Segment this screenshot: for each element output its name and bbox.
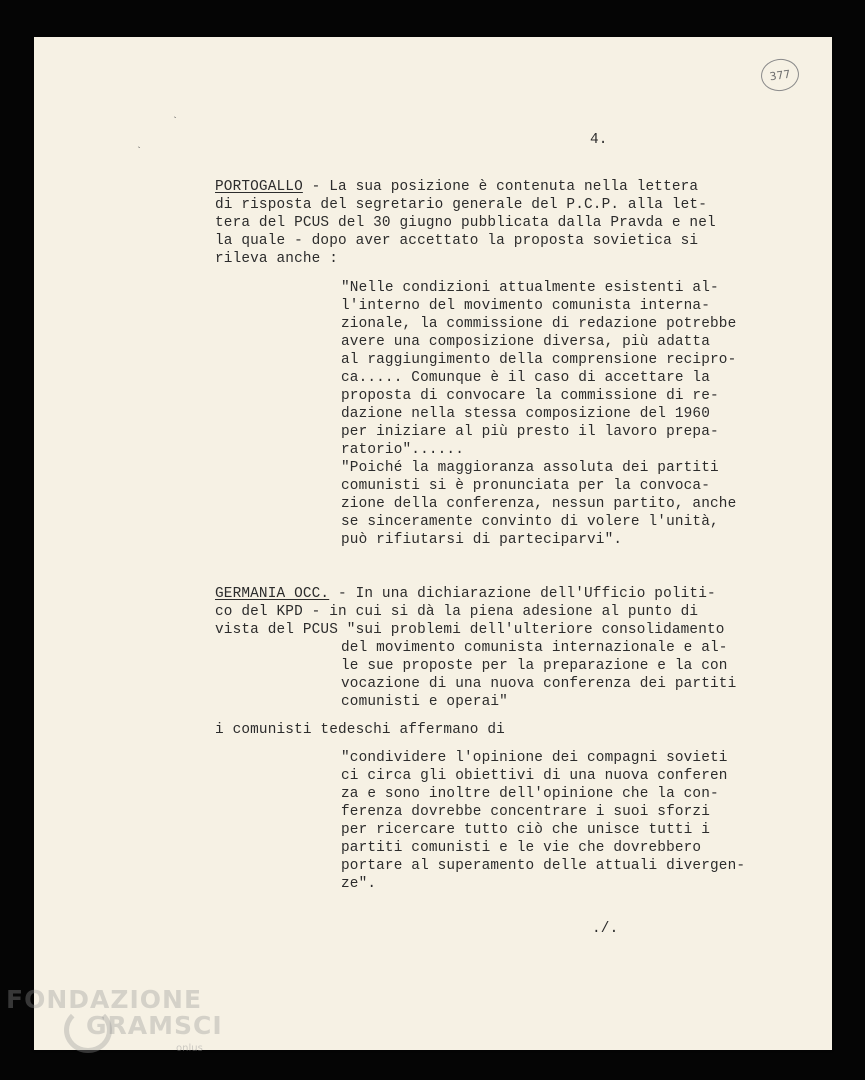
- germania-quote-line: ci circa gli obiettivi di una nuova conferen: [341, 768, 728, 784]
- portogallo-quote-line: "Nelle condizioni attualmente esistenti al-: [341, 280, 719, 296]
- portogallo-intro-line: la quale - dopo aver accettato la proposta sovietica si: [215, 233, 699, 249]
- archive-stamp: 377: [759, 57, 801, 94]
- portogallo-quote-line: al raggiungimento della comprensione recipro-: [341, 352, 737, 368]
- ink-mark: `: [136, 147, 143, 158]
- page-number: 4.: [590, 132, 608, 148]
- germania-quote-line: per ricercare tutto ciò che unisce tutti i: [341, 822, 711, 838]
- portogallo-intro-line: tera del PCUS del 30 giugno pubblicata dalla Pravda e nel: [215, 215, 716, 231]
- germania-heading: GERMANIA OCC.: [215, 586, 330, 602]
- portogallo-quote-line: ca..... Comunque è il caso di accettare la: [341, 370, 711, 386]
- watermark-line3: onlus: [176, 1043, 203, 1054]
- germania-cont-line: le sue proposte per la preparazione e la con: [341, 658, 728, 674]
- germania-affirm: i comunisti tedeschi affermano di: [215, 722, 505, 738]
- portogallo-quote-line: ratorio"......: [341, 442, 465, 458]
- germania-intro-1: GERMANIA OCC. - In una dichiarazione dell'Ufficio politi-: [215, 586, 716, 602]
- germania-cont-line: del movimento comunista internazionale e al-: [341, 640, 728, 656]
- germania-cont-line: comunisti e operai": [341, 694, 508, 710]
- portogallo-quote-line: proposta di convocare la commissione di re-: [341, 388, 719, 404]
- portogallo-quote-line: avere una composizione diversa, più adatta: [341, 334, 711, 350]
- germania-quote-line: ferenza dovrebbe concentrare i suoi sforzi: [341, 804, 711, 820]
- germania-quote-line: ze".: [341, 876, 377, 892]
- portogallo-quote-line: zionale, la commissione di redazione potrebbe: [341, 316, 737, 332]
- germania-quote-line: partiti comunisti e le vie che dovrebbero: [341, 840, 702, 856]
- document-page: [34, 37, 832, 1050]
- germania-quote-line: "condividere l'opinione dei compagni sovieti: [341, 750, 728, 766]
- germania-quote-line: portare al superamento delle attuali divergen-: [341, 858, 746, 874]
- portogallo-intro-line: di risposta del segretario generale del P.C.P. alla let-: [215, 197, 708, 213]
- portogallo-quote-line: comunisti si è pronunciata per la convoca-: [341, 478, 711, 494]
- germania-intro-line: co del KPD - in cui si dà la piena adesione al punto di: [215, 604, 699, 620]
- germania-cont-line: vocazione di una nuova conferenza dei partiti: [341, 676, 737, 692]
- portogallo-quote-line: l'interno del movimento comunista interna-: [341, 298, 711, 314]
- portogallo-quote-line: se sinceramente convinto di volere l'unità,: [341, 514, 719, 530]
- portogallo-quote-line: dazione nella stessa composizione del 1960: [341, 406, 711, 422]
- portogallo-intro-line: rileva anche :: [215, 251, 339, 267]
- watermark-logo: [6, 985, 223, 1054]
- portogallo-quote-line: per iniziare al più presto il lavoro prepa-: [341, 424, 719, 440]
- portogallo-quote-line: zione della conferenza, nessun partito, anche: [341, 496, 737, 512]
- portogallo-quote-line: "Poiché la maggioranza assoluta dei partiti: [341, 460, 719, 476]
- portogallo-quote-line: può rifiutarsi di parteciparvi".: [341, 532, 623, 548]
- portogallo-heading: PORTOGALLO: [215, 179, 303, 195]
- portogallo-intro-1: PORTOGALLO - La sua posizione è contenuta nella lettera: [215, 179, 699, 195]
- germania-quote-line: za e sono inoltre dell'opinione che la con-: [341, 786, 719, 802]
- watermark-line2: GRAMSCI: [86, 1011, 223, 1040]
- continuation-mark: ./.: [592, 921, 619, 937]
- ink-mark: `: [172, 117, 179, 128]
- germania-intro-line: vista del PCUS "sui problemi dell'ulteriore consolidamento: [215, 622, 725, 638]
- watermark-line1: FONDAZIONE: [6, 985, 203, 1014]
